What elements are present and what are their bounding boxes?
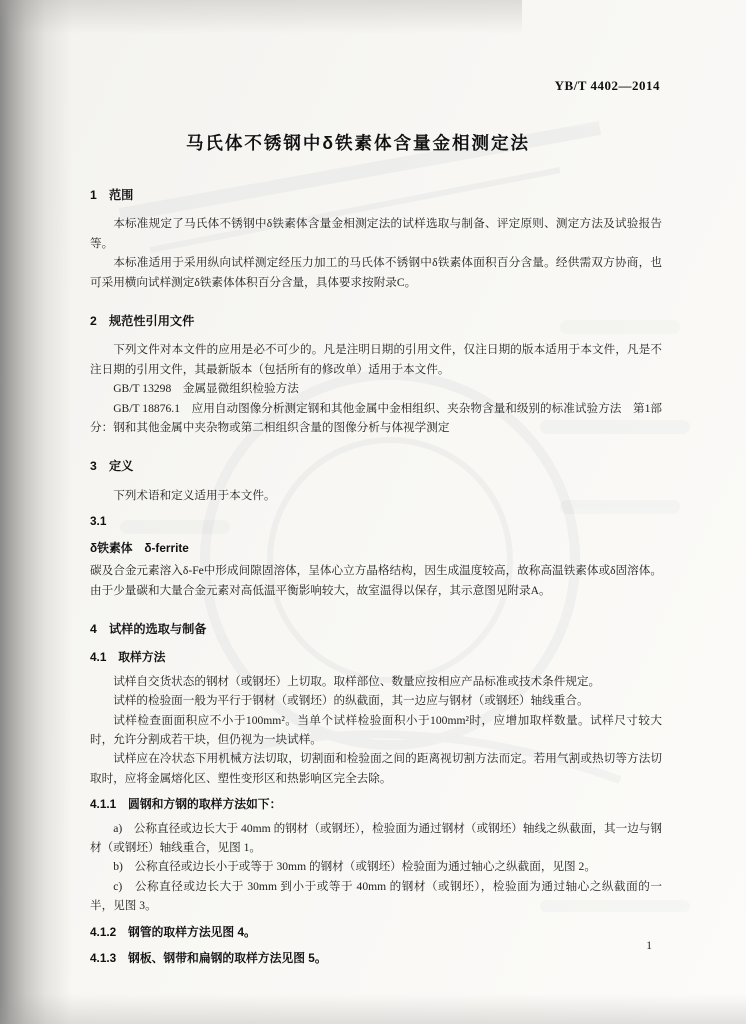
paragraph: 试样检查面面积应不小于100mm²。当单个试样检验面积小于100mm²时，应增加取样数量。试样尺寸较大时，允许分割成若干块，但仍视为一块试样。 [90,713,662,746]
document-body [90,186,662,972]
subsection-heading: 4.1.1 圆钢和方钢的取样方法如下： [90,797,282,812]
section-heading-scope: 1 范围 [90,188,134,202]
section-heading-definitions: 3 定义 [90,459,134,474]
page-number: 1 [646,940,652,952]
list-item-a: a) 公称直径或边长大于 40mm 的钢材（或钢坯），检验面为通过钢材（或钢坯）轴线之纵截面，其一边与钢材（或钢坯）轴线重合，见图 1。 [90,821,662,854]
subsection-heading: 4.1 取样方法 [90,650,166,665]
paragraph: 本标准规定了马氏体不锈钢中δ铁素体含量金相测定法的试样选取与制备、评定原则、测定方法及试验报告等。 [90,217,662,250]
term-definition: 碳及合金元素溶入δ-Fe中形成间隙固溶体，呈体心立方晶格结构，因生成温度较高，故称高温铁素体或δ固溶体。由于少量碳和大量合金元素对高低温平衡影响较大，故室温得以保存，其示意图见附录A。 [90,564,662,597]
subsection-heading: 4.1.2 钢管的取样方法见图 4。 [90,924,256,939]
reference-entry: GB/T 18876.1 应用自动图像分析测定钢和其他金属中金相组织、夹杂物含量和级别的标准试验方法 第1部分：钢和其他金属中夹杂物或第二相组织含量的图像分析与体视学测定 [90,401,662,435]
term-heading: δ铁素体 δ-ferrite [90,540,189,555]
subsection-heading: 4.1.3 钢板、钢带和扁钢的取样方法见图 5。 [90,951,327,965]
scan-bottom-shadow [0,994,746,1024]
paragraph: 下列文件对本文件的应用是必不可少的。凡是注明日期的引用文件，仅注日期的版本适用于本文件，凡是不注日期的引用文件，其最新版本（包括所有的修改单）适用于本文件。 [90,343,662,376]
document-title: 马氏体不锈钢中δ铁素体含量金相测定法 [185,133,531,153]
paragraph: 试样应在冷状态下用机械方法切取，切割面和检验面之间的距离视切割方法而定。若用气割或热切等方法切取时，应将金属熔化区、塑性变形区和热影响区完全去除。 [90,752,662,785]
list-item-b: b) 公称直径或边长小于或等于 30mm 的钢材（或钢坯）检验面为通过轴心之纵截面，见图 2。 [113,860,596,874]
section-heading-sampling: 4 试样的选取与制备 [90,621,207,636]
scan-top-shadow [0,0,522,34]
paragraph: 本标准适用于采用纵向试样测定经压力加工的马氏体不锈钢中δ铁素体面积百分含量。经供需双方协商，也可采用横向试样测定δ铁素体体积百分含量，具体要求按附录C。 [90,256,662,289]
section-heading-references: 2 规范性引用文件 [90,314,195,329]
list-item-c: c) 公称直径或边长大于 30mm 到小于或等于 40mm 的钢材（或钢坯），检验面为通过轴心之纵截面的一半，见图 3。 [90,879,662,913]
paragraph: 试样自交货状态的钢材（或钢坯）上切取。取样部位、数量应按相应产品标准或技术条件规定。 [113,674,601,688]
paragraph: 试样的检验面一般为平行于钢材（或钢坯）的纵截面，其一边应与钢材（或钢坯）轴线重合。 [113,694,589,708]
reference-entry: GB/T 13298 金属显微组织检验方法 [113,382,299,396]
standard-number: YB/T 4402—2014 [554,78,660,93]
paragraph: 下列术语和定义适用于本文件。 [113,488,276,502]
subsection-number: 3.1 [90,514,107,529]
